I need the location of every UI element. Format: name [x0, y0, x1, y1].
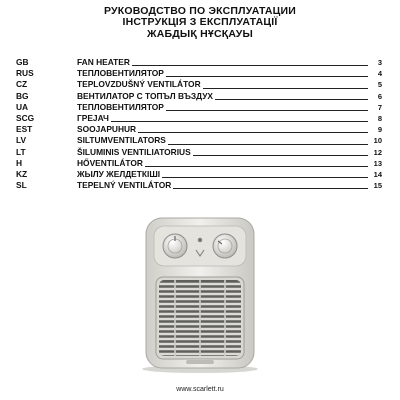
section-title: ГРЕЈАЧ — [77, 112, 109, 123]
toc-row-bg — [16, 91, 382, 102]
section-title: FAN HEATER — [77, 57, 130, 67]
section-title: TEPLOVZDUŠNÝ VENTILÁTOR — [77, 79, 201, 90]
language-code: LV — [16, 135, 27, 146]
page-number: 15 — [373, 181, 382, 191]
language-code: GB — [16, 57, 29, 67]
language-code: H — [16, 157, 23, 168]
page-number: 5 — [377, 80, 382, 90]
section-title: SOOJAPUHUR — [77, 124, 137, 135]
fan-heater-photo — [130, 214, 270, 374]
language-code: CZ — [16, 79, 28, 90]
toc-row-lv — [16, 135, 382, 146]
section-title: ŠILUMINIS VENTILIATORIUS — [77, 146, 191, 157]
toc-row-kz — [16, 169, 382, 180]
section-title: SILTUMVENTILATORS — [77, 135, 166, 146]
section-title: ТЕПЛОВЕНТИЛЯТОР — [77, 68, 164, 79]
toc-row-gb — [16, 57, 382, 68]
language-code: RUS — [16, 68, 34, 79]
language-code: SL — [16, 180, 27, 191]
manual-headings — [0, 0, 400, 40]
page-number: 9 — [377, 125, 382, 135]
toc-row-est — [16, 124, 382, 135]
table-of-contents — [16, 57, 382, 191]
page-number: 7 — [377, 102, 382, 112]
section-title: HŐVENTILÁTOR — [77, 157, 143, 168]
language-code: EST — [16, 124, 33, 135]
toc-row-h — [16, 158, 382, 169]
thermostat-knob-icon — [163, 234, 187, 258]
toc-row-ua — [16, 102, 382, 113]
language-code: BG — [16, 90, 29, 101]
page-number: 8 — [377, 113, 382, 123]
indicator-light-icon — [198, 238, 202, 242]
language-code: LT — [16, 146, 26, 157]
toc-row-rus — [16, 68, 382, 79]
heading-ukrainian: ІНСТРУКЦІЯ З ЕКСПЛУАТАЦІЇ — [122, 16, 278, 28]
section-title: ТЕПЛОВЕНТИЛЯТОР — [77, 101, 164, 112]
page-number: 10 — [373, 136, 382, 146]
toc-row-sl — [16, 180, 382, 191]
page-number: 13 — [373, 158, 382, 168]
toc-row-cz — [16, 79, 382, 90]
toc-row-lt — [16, 147, 382, 158]
language-code: KZ — [16, 168, 28, 179]
section-title: ВЕНТИЛАТОР С ТОПЪЛ ВЪЗДУХ — [77, 90, 213, 101]
language-code: SCG — [16, 112, 35, 123]
page-number: 12 — [373, 147, 382, 157]
language-code: UA — [16, 101, 29, 112]
section-title: TEPELNÝ VENTILÁTOR — [77, 180, 172, 191]
fan-heater-illustration — [130, 214, 270, 374]
website-url: www.scarlett.ru — [176, 386, 224, 393]
page-number: 14 — [373, 169, 382, 179]
page-number: 3 — [377, 58, 382, 67]
toc-row-scg — [16, 113, 382, 124]
page-number: 6 — [377, 91, 382, 101]
heading-kazakh: ЖАБДЫҚ НҰСҚАУЫ — [147, 27, 253, 40]
mode-knob-icon — [213, 234, 237, 258]
heading-russian: РУКОВОДСТВО ПО ЭКСПЛУАТАЦИИ — [103, 4, 297, 17]
page-number: 4 — [377, 69, 382, 79]
section-title: ЖЫЛУ ЖЕЛДЕТКІШІ — [77, 168, 161, 179]
